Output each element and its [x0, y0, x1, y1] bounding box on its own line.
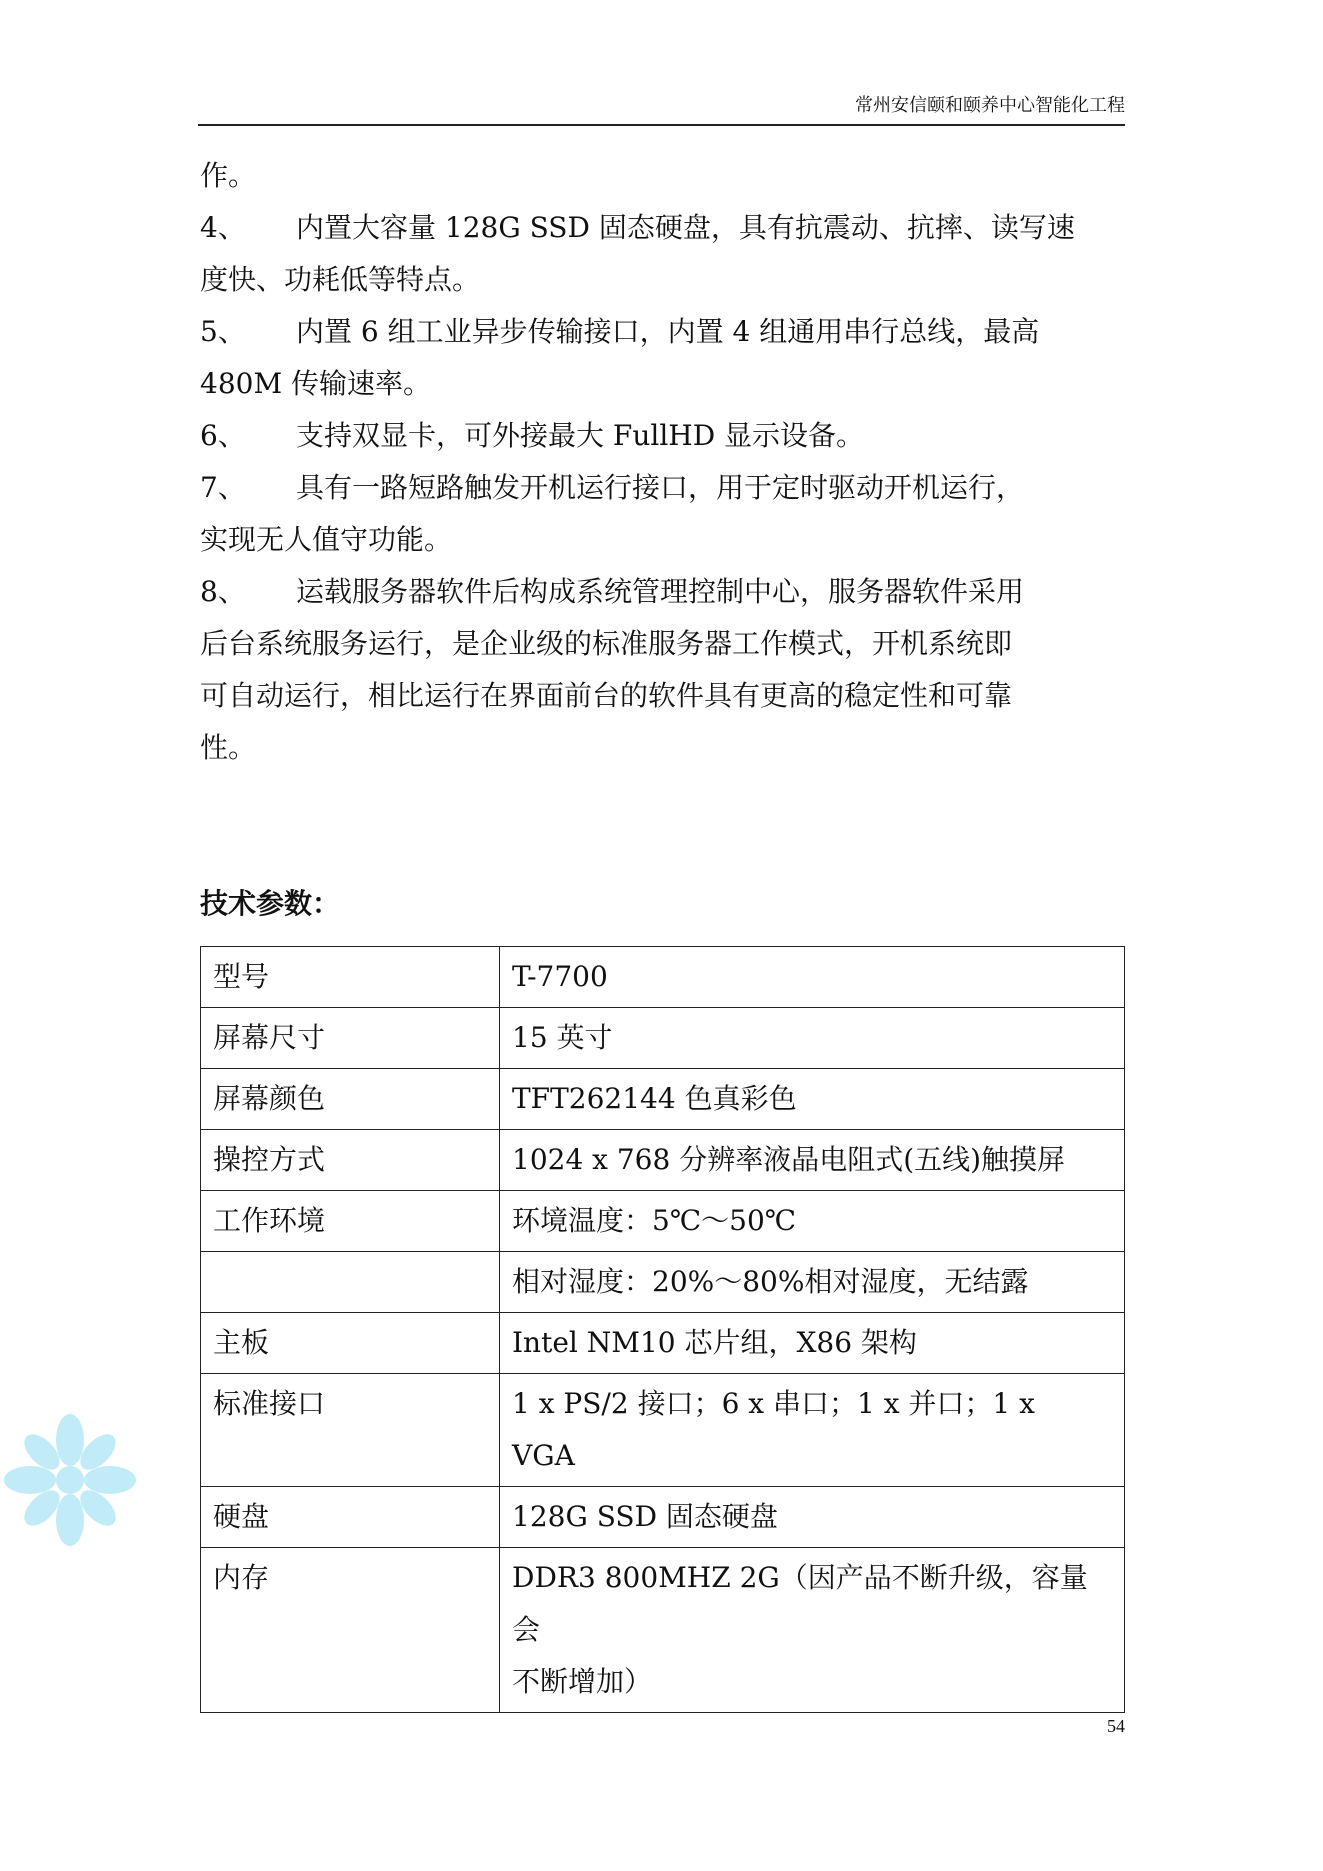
body-line	[200, 208, 1075, 248]
list-number: 8、	[200, 575, 246, 608]
spec-table	[200, 946, 1125, 1713]
body-line	[200, 416, 864, 456]
page-number: 54	[1107, 1716, 1125, 1736]
body-line	[200, 260, 480, 300]
table-row	[201, 947, 1125, 1008]
line-text: 内置 6 组工业异步传输接口，内置 4 组通用串行总线，最高	[296, 315, 1040, 348]
table-row	[201, 1252, 1125, 1313]
param-value	[500, 1252, 1125, 1313]
list-number: 4、	[200, 211, 246, 244]
param-value-line: 环境温度：5℃～50℃	[512, 1204, 797, 1237]
param-value-line: TFT262144 色真彩色	[512, 1082, 797, 1115]
header-title: 常州安信颐和颐养中心智能化工程	[855, 95, 1125, 116]
line-text: 度快、功耗低等特点。	[200, 263, 481, 296]
list-number: 6、	[200, 419, 246, 452]
param-label: 工作环境	[201, 1191, 500, 1252]
body-line	[200, 364, 431, 404]
line-text: 实现无人值守功能。	[200, 523, 453, 556]
param-value-line: 不断增加）	[512, 1665, 653, 1698]
body-line	[200, 520, 452, 560]
param-value	[500, 1374, 1125, 1487]
table-row	[201, 1487, 1125, 1548]
param-value-line: 1 x PS/2 接口；6 x 串口；1 x 并口；1 x	[512, 1387, 1035, 1420]
param-value	[500, 1191, 1125, 1252]
param-value-line: DDR3 800MHZ 2G（因产品不断升级，容量会	[512, 1561, 1088, 1646]
param-label: 标准接口	[201, 1374, 500, 1487]
param-label: 型号	[201, 947, 500, 1008]
table-row	[201, 1313, 1125, 1374]
param-value-line: 1024 x 768 分辨率液晶电阻式(五线)触摸屏	[512, 1143, 1066, 1176]
line-text: 后台系统服务运行，是企业级的标准服务器工作模式，开机系统即	[200, 627, 1013, 660]
body-line	[200, 728, 256, 768]
table-row	[201, 1008, 1125, 1069]
body-line	[200, 676, 1012, 716]
param-value	[500, 1487, 1125, 1548]
param-value-line: Intel NM10 芯片组，X86 架构	[512, 1326, 917, 1359]
page-header	[198, 92, 1125, 126]
line-text: 作。	[200, 159, 257, 192]
table-row	[201, 1374, 1125, 1487]
table-row	[201, 1130, 1125, 1191]
table-row	[201, 1069, 1125, 1130]
body-line	[200, 624, 1012, 664]
body-line	[200, 312, 1039, 352]
line-text: 可自动运行，相比运行在界面前台的软件具有更高的稳定性和可靠	[200, 679, 1013, 712]
param-label: 屏幕颜色	[201, 1069, 500, 1130]
param-value-line: 相对湿度：20%～80%相对湿度，无结露	[512, 1265, 1029, 1298]
line-text: 支持双显卡，可外接最大 FullHD 显示设备。	[296, 419, 865, 452]
param-label	[201, 1252, 500, 1313]
line-text: 480M 传输速率。	[200, 367, 432, 400]
param-label: 内存	[201, 1548, 500, 1713]
body-line	[200, 156, 256, 196]
list-number: 7、	[200, 471, 246, 504]
watermark-flower-icon	[4, 1414, 136, 1546]
list-number: 5、	[200, 315, 246, 348]
param-value	[500, 947, 1125, 1008]
param-value-line: 15 英寸	[512, 1021, 613, 1054]
section-heading: 技术参数：	[200, 887, 341, 920]
param-value	[500, 1008, 1125, 1069]
param-label: 屏幕尺寸	[201, 1008, 500, 1069]
table-row	[201, 1191, 1125, 1252]
param-value	[500, 1069, 1125, 1130]
body-line	[200, 468, 1024, 508]
table-row	[201, 1548, 1125, 1713]
param-label: 操控方式	[201, 1130, 500, 1191]
body-line	[200, 572, 1024, 612]
param-value-line: VGA	[512, 1439, 575, 1472]
param-value	[500, 1313, 1125, 1374]
line-text: 具有一路短路触发开机运行接口，用于定时驱动开机运行，	[296, 471, 1025, 504]
param-label: 主板	[201, 1313, 500, 1374]
line-text: 运载服务器软件后构成系统管理控制中心，服务器软件采用	[296, 575, 1025, 608]
line-text: 内置大容量 128G SSD 固态硬盘，具有抗震动、抗摔、读写速	[296, 211, 1075, 244]
param-value	[500, 1548, 1125, 1713]
line-text: 性。	[200, 731, 257, 764]
param-value-line: T-7700	[512, 960, 608, 993]
param-value-line: 128G SSD 固态硬盘	[512, 1500, 778, 1533]
param-value	[500, 1130, 1125, 1191]
param-label: 硬盘	[201, 1487, 500, 1548]
